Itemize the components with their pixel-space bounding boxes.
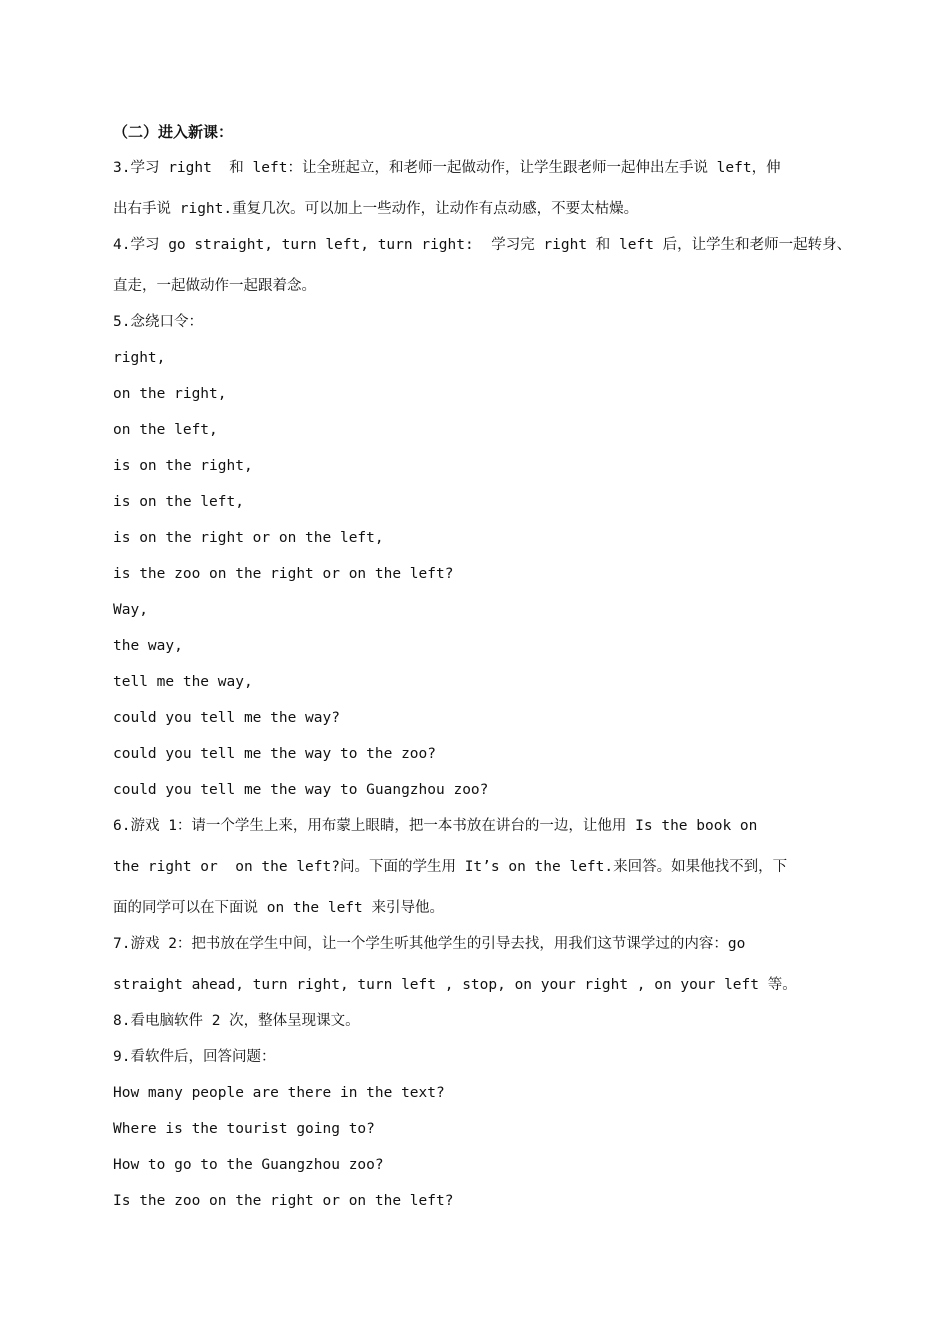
chant-line: could you tell me the way to the zoo? — [113, 746, 437, 762]
question-line: How to go to the Guangzhou zoo? — [113, 1157, 384, 1173]
chant-line: is the zoo on the right or on the left? — [113, 566, 454, 582]
item-6-line-3: 面的同学可以在下面说 on the left 来引导他。 — [113, 900, 444, 916]
chant-line: Way, — [113, 602, 148, 618]
chant-line: on the left, — [113, 422, 218, 438]
chant-line: could you tell me the way to Guangzhou zoo? — [113, 782, 489, 798]
item-6-line-1: 6.游戏 1：请一个学生上来，用布蒙上眼睛，把一本书放在讲台的一边，让他用 Is the book on — [113, 818, 758, 834]
chant-line: right, — [113, 350, 166, 366]
item-5: 5.念绕口令： — [113, 314, 203, 330]
item-7-line-1: 7.游戏 2：把书放在学生中间，让一个学生听其他学生的引导去找，用我们这节课学过的内容：go — [113, 936, 746, 952]
item-3-line-2: 出右手说 right.重复几次。可以加上一些动作，让动作有点动感，不要太枯燥。 — [113, 201, 639, 217]
chant-line: is on the right or on the left, — [113, 530, 384, 546]
chant-line: tell me the way, — [113, 674, 253, 690]
question-line: How many people are there in the text? — [113, 1085, 445, 1101]
item-9: 9.看软件后，回答问题： — [113, 1049, 276, 1065]
item-4-line-1: 4.学习 go straight, turn left, turn right: 学习完 right 和 left 后，让学生和老师一起转身、 — [113, 237, 852, 253]
item-8: 8.看电脑软件 2 次，整体呈现课文。 — [113, 1013, 360, 1029]
chant-line: on the right, — [113, 386, 227, 402]
chant-line: could you tell me the way? — [113, 710, 340, 726]
chant-line: the way, — [113, 638, 183, 654]
chant-line: is on the right, — [113, 458, 253, 474]
item-3-line-1: 3.学习 right 和 left：让全班起立，和老师一起做动作，让学生跟老师一起伸出左手说 left，伸 — [113, 160, 781, 176]
question-line: Where is the tourist going to? — [113, 1121, 375, 1137]
chant-line: is on the left, — [113, 494, 244, 510]
item-4-line-2: 直走，一起做动作一起跟着念。 — [113, 278, 316, 294]
section-heading: （二）进入新课： — [113, 123, 234, 141]
document-page — [113, 122, 852, 1211]
item-6-line-2: the right or on the left?问。下面的学生用 It’s on the left.来回答。如果他找不到，下 — [113, 859, 788, 875]
question-line: Is the zoo on the right or on the left? — [113, 1193, 454, 1209]
item-7-line-2: straight ahead, turn right, turn left , stop, on your right , on your left 等。 — [113, 977, 797, 993]
